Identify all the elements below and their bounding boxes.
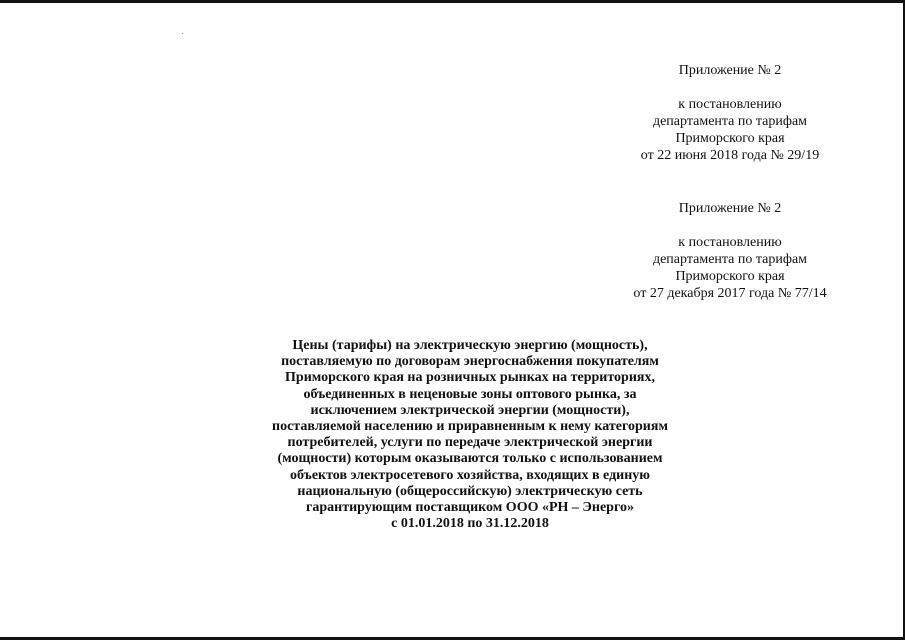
title-line: объединенных в неценовые зоны оптового рынка, за [303,386,637,402]
appendix-date-number: от 27 декабря 2017 года № 77/14 [633,286,827,301]
appendix-region: Приморского края [675,269,785,284]
appendix-department: департамента по тарифам [652,114,808,129]
title-line: потребителей, услуги по передаче электрической энергии [287,435,653,451]
title-line: гарантирующим поставщиком ООО «РН – Энерго» [306,500,634,516]
scan-speck [182,33,183,34]
title-line: с 01.01.2018 по 31.12.2018 [391,516,549,532]
title-line: объектов электросетевого хозяйства, входящих в единую [290,467,650,483]
appendix-to-resolution: к постановлению [678,235,782,250]
title-line: поставляемой населению и приравненным к нему категориям [272,419,668,435]
title-line: Приморского края на розничных рынках на территориях, [285,370,655,386]
scan-border-top [0,0,905,3]
title-line: поставляемую по договорам энергоснабжения покупателям [281,354,659,370]
appendix-to-resolution: к постановлению [678,97,782,112]
appendix-region: Приморского края [675,131,785,146]
appendix-title: Приложение № 2 [678,201,782,216]
appendix-department: департамента по тарифам [652,252,808,267]
appendix-block-current [600,62,860,164]
document-title [210,338,730,532]
appendix-block-original [600,200,860,302]
title-line: Цены (тарифы) на электрическую энергию (мощность), [292,338,648,353]
appendix-date-number: от 22 июня 2018 года № 29/19 [640,148,820,163]
title-line: (мощности) которым оказываются только с использованием [277,451,663,467]
title-line: исключением электрической энергии (мощности), [310,402,630,418]
appendix-title: Приложение № 2 [678,63,782,78]
title-line: национальную (общероссийскую) электрическую сеть [297,483,643,499]
